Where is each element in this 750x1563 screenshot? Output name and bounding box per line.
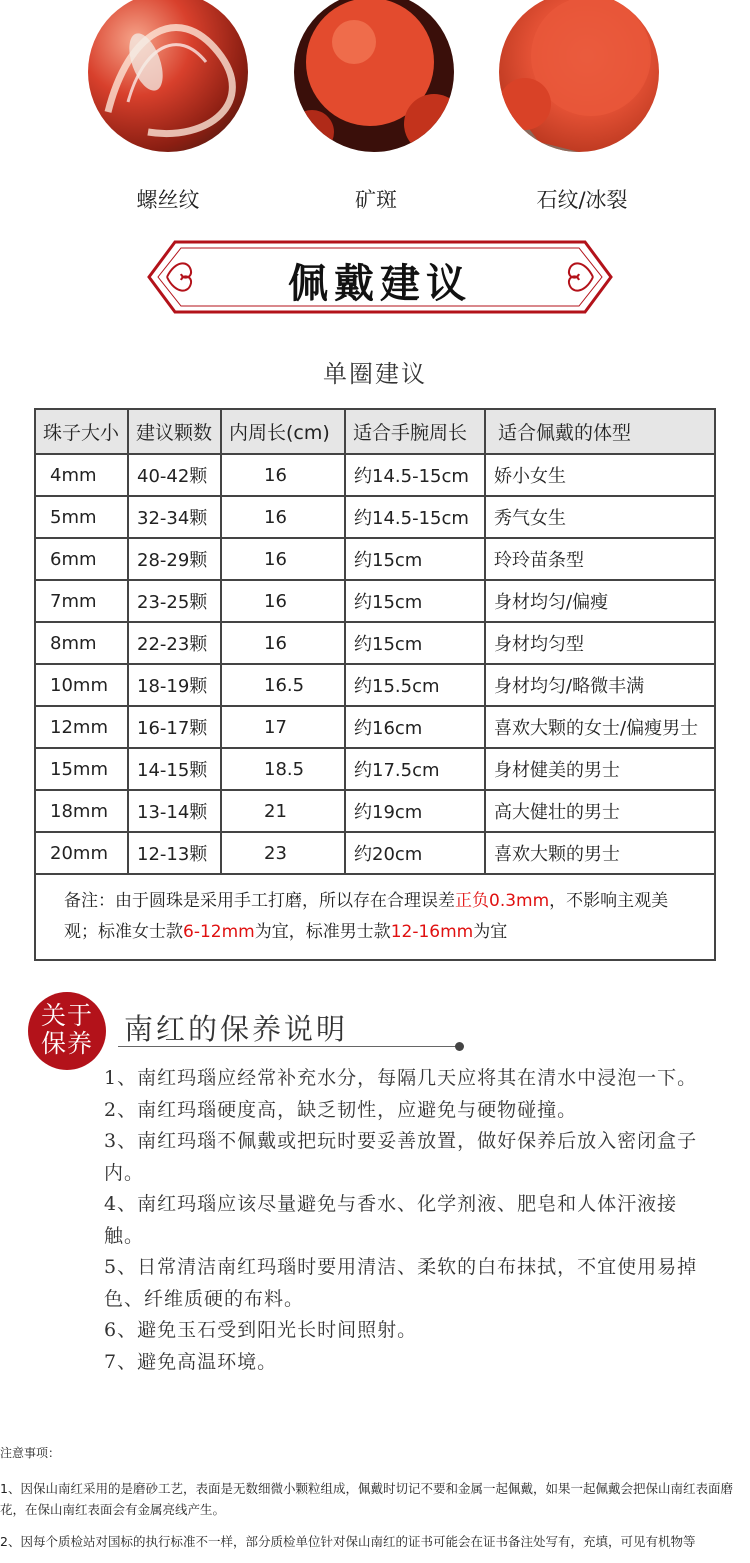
table-row [35, 832, 715, 874]
table-cell: 21 [221, 790, 345, 832]
agate-crack-photo [499, 0, 659, 152]
notes-list [0, 1478, 745, 1563]
table-note [35, 874, 715, 960]
header-cell: 内周长(cm) [221, 409, 345, 454]
section-subtitle: 单圈建议 [323, 360, 427, 388]
table-row [35, 538, 715, 580]
care-item: 6、避免玉石受到阳光长时间照射。 [104, 1319, 418, 1341]
table-cell: 7mm [35, 580, 128, 622]
table-cell: 约17.5cm [345, 748, 485, 790]
banner-title: 佩戴建议 [288, 260, 472, 307]
gem-circles [0, 0, 750, 220]
table-row [35, 706, 715, 748]
care-item: 3、南红玛瑙不佩戴或把玩时要妥善放置，做好保养后放入密闭盒子内。 [104, 1130, 698, 1184]
table-row [35, 748, 715, 790]
table-cell: 28-29颗 [128, 538, 221, 580]
note-text: 备注：由于圆珠是采用手工打磨，所以存在合理误差 [64, 891, 455, 911]
table-cell: 身材均匀/偏瘦 [485, 580, 715, 622]
table-cell: 17 [221, 706, 345, 748]
table-cell: 约15cm [345, 580, 485, 622]
table-cell: 15mm [35, 748, 128, 790]
table-cell: 喜欢大颗的男士 [485, 832, 715, 874]
table-cell: 32-34颗 [128, 496, 221, 538]
table-cell: 13-14颗 [128, 790, 221, 832]
table-row [35, 622, 715, 664]
divider-dot-icon [455, 1042, 464, 1051]
table-cell: 约19cm [345, 790, 485, 832]
table-cell: 16 [221, 538, 345, 580]
table-cell: 12mm [35, 706, 128, 748]
note-highlight: 12-16mm [390, 922, 474, 942]
table-cell: 娇小女生 [485, 454, 715, 496]
table-cell: 4mm [35, 454, 128, 496]
divider [118, 1046, 458, 1047]
table-cell: 约14.5-15cm [345, 454, 485, 496]
table-cell: 5mm [35, 496, 128, 538]
table-cell: 身材均匀/略微丰满 [485, 664, 715, 706]
table-cell: 16 [221, 496, 345, 538]
circle-caption: 石纹/冰裂 [536, 188, 628, 212]
header-cell: 珠子大小 [35, 409, 128, 454]
notes-item: 1、因保山南红采用的是磨砂工艺，表面是无数细微小颗粒组成，佩戴时切记不要和金属一起佩戴，如果一起佩戴会把保山南红表面磨花，在保山南红表面会有金属亮线产生。 [0, 1481, 733, 1517]
header-cell: 建议颗数 [128, 409, 221, 454]
note-highlight: 6-12mm [183, 922, 255, 942]
table-row [35, 790, 715, 832]
table-cell: 6mm [35, 538, 128, 580]
table-cell: 约15cm [345, 538, 485, 580]
table-cell: 16.5 [221, 664, 345, 706]
table-cell: 20mm [35, 832, 128, 874]
circle-caption: 螺丝纹 [136, 188, 200, 212]
header-cell: 适合佩戴的体型 [485, 409, 715, 454]
note-text: 为宜 [473, 922, 508, 942]
crack-pattern-icon [499, 0, 659, 152]
table-cell: 约14.5-15cm [345, 496, 485, 538]
table-cell: 18mm [35, 790, 128, 832]
table-cell: 22-23颗 [128, 622, 221, 664]
agate-bead-photo [294, 0, 454, 152]
care-item: 2、南红玛瑙硬度高，缺乏韧性，应避免与硬物碰撞。 [104, 1098, 578, 1121]
table-header-row [35, 409, 715, 454]
table-cell: 14-15颗 [128, 748, 221, 790]
header-cell: 适合手腕周长 [345, 409, 485, 454]
table-cell: 23-25颗 [128, 580, 221, 622]
table-cell: 约15.5cm [345, 664, 485, 706]
table-cell: 16 [221, 454, 345, 496]
note-text: ，不影响主观美观；标准女士款 [64, 891, 669, 942]
table-row [35, 496, 715, 538]
care-item: 1、南红玛瑙应经常补充水分，每隔几天应将其在清水中浸泡一下。 [104, 1067, 698, 1089]
section-banner [145, 238, 615, 316]
agate-swirl-photo [88, 0, 248, 152]
note-text: 为宜，标准男士款 [254, 922, 391, 942]
table-cell: 喜欢大颗的女士/偏瘦男士 [485, 706, 715, 748]
care-list [104, 1063, 704, 1378]
bead-pattern-icon [294, 0, 454, 152]
table-row [35, 454, 715, 496]
table-row [35, 580, 715, 622]
table-cell: 约20cm [345, 832, 485, 874]
table-note-row [35, 874, 715, 960]
care-badge [28, 992, 106, 1070]
table-cell: 18.5 [221, 748, 345, 790]
table-cell: 约15cm [345, 622, 485, 664]
notes-heading: 注意事项： [0, 1446, 61, 1460]
circle-caption: 矿斑 [355, 188, 397, 212]
table-cell: 身材均匀型 [485, 622, 715, 664]
table-cell: 10mm [35, 664, 128, 706]
table-cell: 40-42颗 [128, 454, 221, 496]
table-cell: 16-17颗 [128, 706, 221, 748]
table-cell: 秀气女生 [485, 496, 715, 538]
table-cell: 玲玲苗条型 [485, 538, 715, 580]
table-row [35, 664, 715, 706]
size-table [34, 408, 716, 961]
table-cell: 23 [221, 832, 345, 874]
table-cell: 16 [221, 622, 345, 664]
table-cell: 约16cm [345, 706, 485, 748]
care-item: 5、日常清洁南红玛瑙时要用清洁、柔软的白布抹拭，不宜使用易掉色、纤维质硬的布料。 [104, 1256, 698, 1310]
care-title: 南红的保养说明 [124, 1012, 349, 1046]
care-item: 7、避免高温环境。 [104, 1350, 278, 1373]
table-cell: 身材健美的男士 [485, 748, 715, 790]
table-cell: 高大健壮的男士 [485, 790, 715, 832]
care-item: 4、南红玛瑙应该尽量避免与香水、化学剂液、肥皂和人体汗液接触。 [104, 1193, 678, 1247]
table-cell: 18-19颗 [128, 664, 221, 706]
table-cell: 8mm [35, 622, 128, 664]
table-cell: 12-13颗 [128, 832, 221, 874]
note-highlight: 正负0.3mm [455, 891, 550, 911]
swirl-pattern-icon [88, 0, 248, 152]
table-cell: 16 [221, 580, 345, 622]
care-badge-text: 关于保养 [40, 1001, 93, 1058]
notes-item: 2、因每个质检站对国标的执行标准不一样，部分质检单位针对保山南红的证书可能会在证书备注处写有，充填，可见有机物等 [0, 1534, 696, 1549]
